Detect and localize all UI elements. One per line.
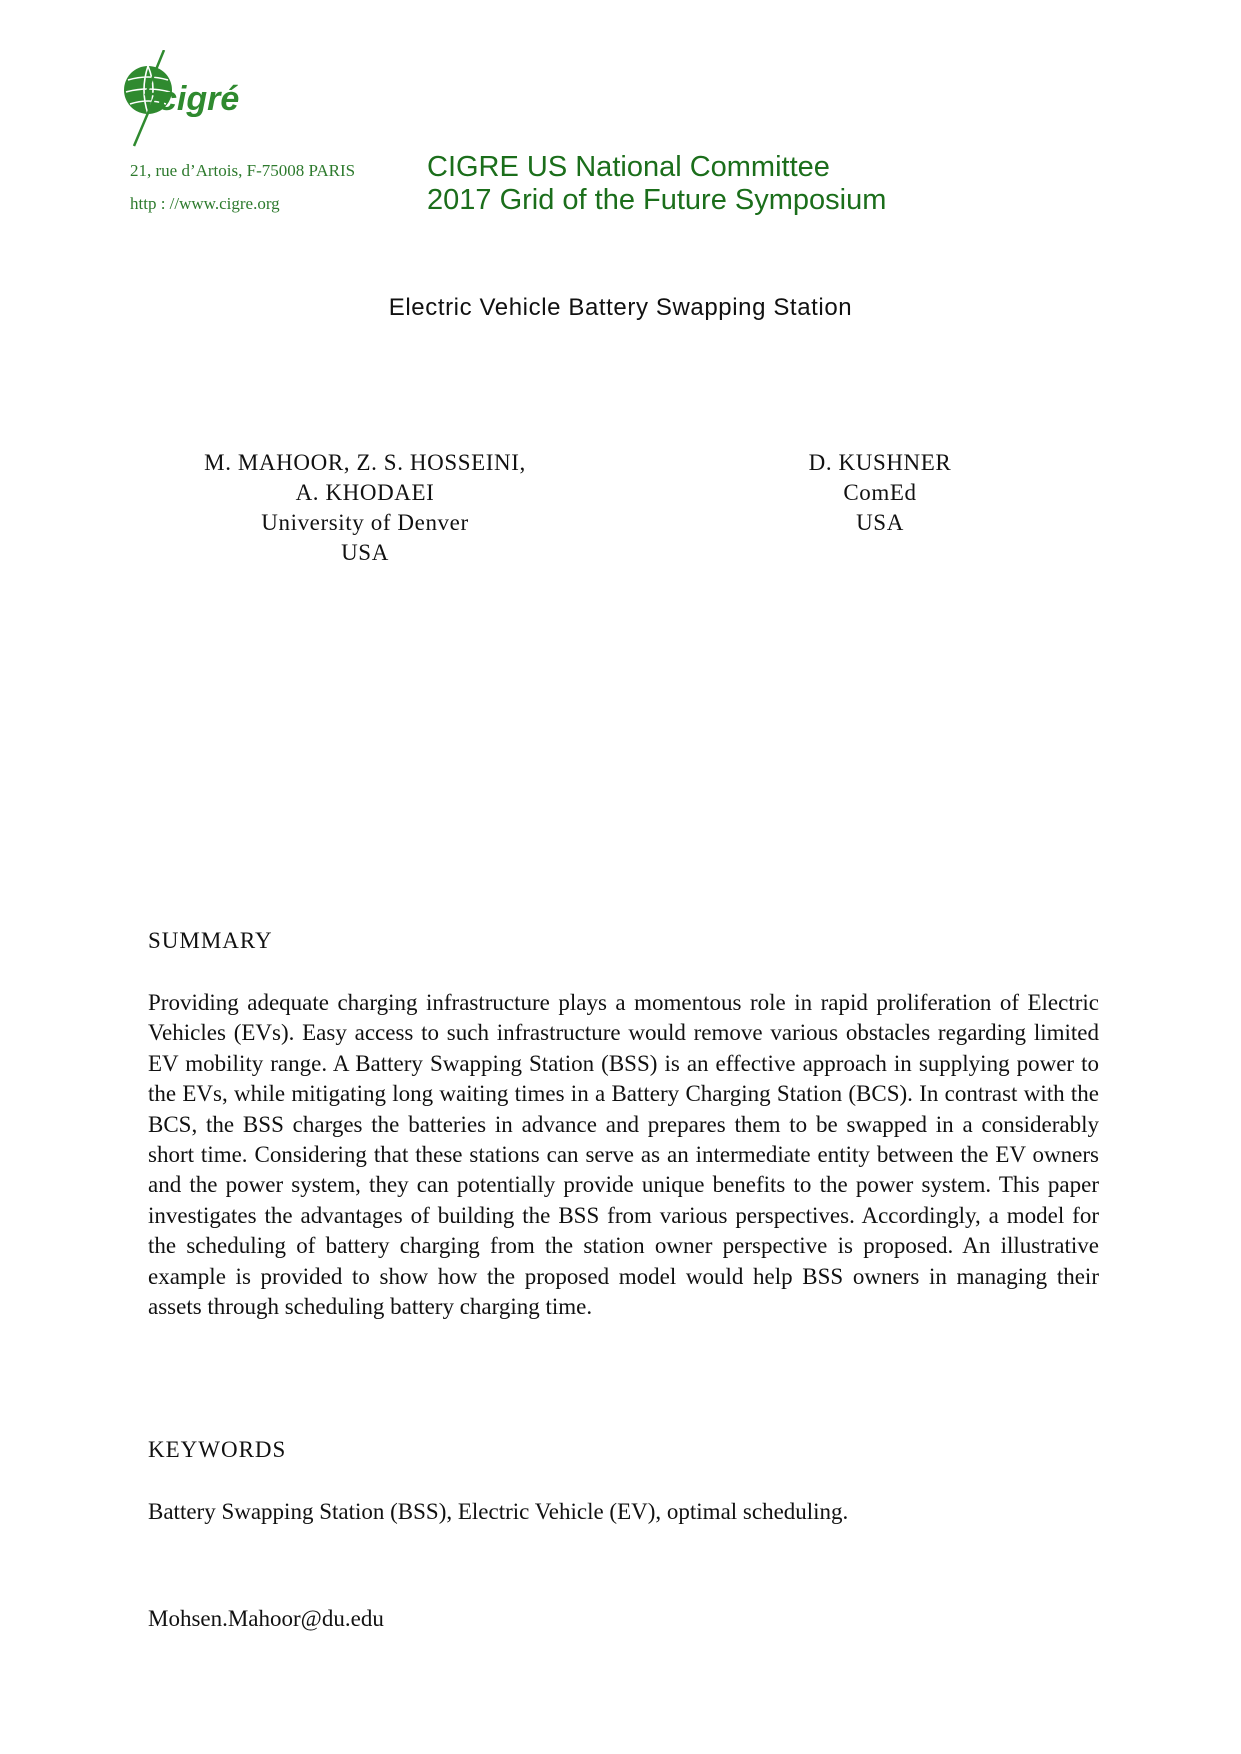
- website-url[interactable]: http : //www.cigre.org: [130, 194, 280, 213]
- author-country: USA: [341, 540, 389, 565]
- cigre-logo: [118, 50, 268, 158]
- symposium-name: 2017 Grid of the Future Symposium: [427, 184, 887, 216]
- author-group-comed: [740, 448, 1020, 538]
- summary-heading: SUMMARY: [148, 928, 273, 953]
- address: 21, rue d’Artois, F-75008 PARIS: [130, 161, 356, 180]
- author-group-denver: [160, 448, 570, 568]
- keywords-heading: KEYWORDS: [148, 1437, 287, 1462]
- author-affiliation: University of Denver: [261, 510, 469, 535]
- keywords-text: Battery Swapping Station (BSS), Electric Vehicle (EV), optimal scheduling.: [148, 1499, 849, 1524]
- paper-title: Electric Vehicle Battery Swapping Station: [388, 294, 853, 321]
- logo-wordmark: cigré: [158, 80, 240, 118]
- author-line: D. KUSHNER: [808, 450, 952, 475]
- author-affiliation: ComEd: [843, 480, 917, 505]
- author-country: USA: [856, 510, 904, 535]
- author-line: M. MAHOOR, Z. S. HOSSEINI,: [204, 450, 526, 475]
- committee-name: CIGRE US National Committee: [427, 151, 830, 183]
- summary-text: Providing adequate charging infrastructure plays a momentous role in rapid proliferation of Electric Vehicles (EVs). Easy access to such infrastructure would remove various obstacles regarding limited EV mobility range. A Battery Swapping Station (BSS) is an effective approach in supplying power to the EVs, while mitigating long waiting times in a Battery Charging Station (BCS). In contrast with the BCS, the BSS charges the batteries in advance and prepares them to be swapped in a considerably short time. Considering that these stations can serve as an intermediate entity between the EV owners and the power system, they can potentially provide unique benefits to the power system. This paper investigates the advantages of building the BSS from various perspectives. Accordingly, a model for the scheduling of battery charging from the station owner perspective is proposed. An illustrative example is provided to show how the proposed model would help BSS owners in managing their assets through scheduling battery charging time.: [148, 990, 1099, 1320]
- contact-email[interactable]: Mohsen.Mahoor@du.edu: [148, 1606, 384, 1631]
- author-line: A. KHODAEI: [295, 480, 435, 505]
